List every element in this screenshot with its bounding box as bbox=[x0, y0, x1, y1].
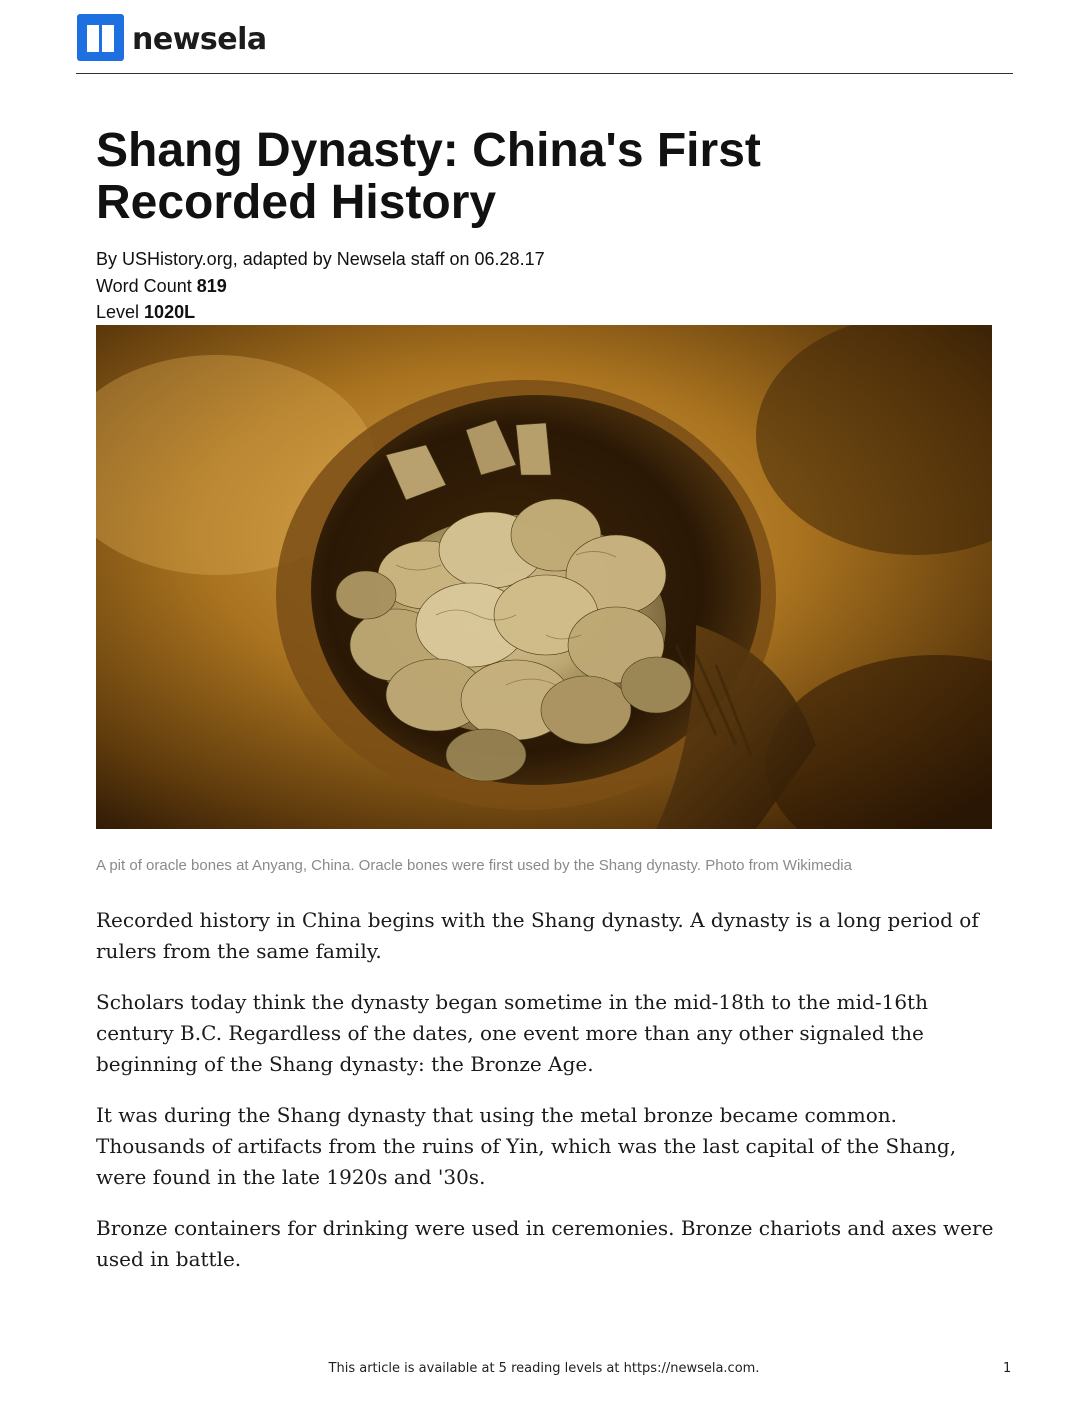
footer-note: This article is available at 5 reading levels at https://newsela.com. bbox=[328, 1361, 760, 1376]
word-count-value: 819 bbox=[196, 275, 227, 296]
level-value: 1020L bbox=[144, 302, 196, 322]
paragraph: Bronze containers for drinking were used in ceremonies. Bronze chariots and axes were used in battle. bbox=[96, 1216, 994, 1271]
byline: By USHistory.org, adapted by Newsela staff on 06.28.17 bbox=[96, 249, 545, 269]
paragraph: Recorded history in China begins with the Shang dynasty. A dynasty is a long period of rulers from the same family. bbox=[96, 908, 979, 963]
level-label: Level bbox=[96, 302, 140, 322]
brand-name[interactable]: newsela bbox=[132, 21, 267, 57]
newsela-book-icon[interactable] bbox=[77, 14, 124, 61]
oracle-bone-pit-photo bbox=[96, 325, 992, 829]
article-meta bbox=[96, 246, 545, 326]
paragraph: It was during the Shang dynasty that using the metal bronze became common. Thousands of artifacts from the ruins of Yin, which was the last capital of the Shang, were found in the late 1920s and '30s. bbox=[96, 1103, 957, 1189]
word-count-label: Word Count bbox=[96, 275, 192, 296]
paragraph: Scholars today think the dynasty began sometime in the mid-18th to the mid-16th century B.C. Regardless of the dates, one event more than any other signaled the beginning of the Shang dynasty: the Bronze Age. bbox=[96, 990, 928, 1076]
photo-caption: A pit of oracle bones at Anyang, China. Oracle bones were first used by the Shang dynasty. Photo from Wikimedia bbox=[96, 857, 852, 874]
article-title: Shang Dynasty: China's First Recorded History bbox=[96, 124, 761, 229]
site-header bbox=[77, 12, 267, 62]
header-divider bbox=[76, 73, 1013, 74]
reading-level bbox=[96, 299, 545, 326]
word-count bbox=[96, 273, 545, 300]
article-body bbox=[96, 905, 996, 1295]
page-number: 1 bbox=[1003, 1361, 1012, 1376]
